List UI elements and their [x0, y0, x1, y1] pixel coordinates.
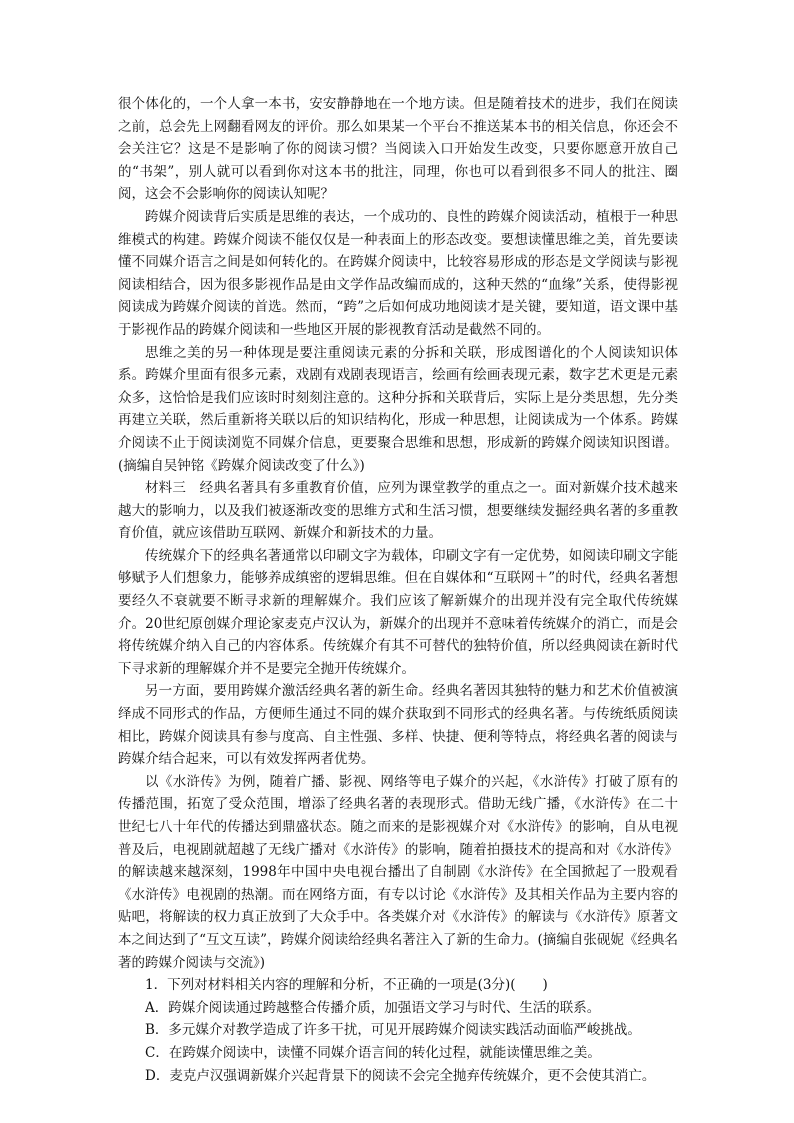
paragraph-thinking-expression: 跨媒介阅读背后实质是思维的表达，一个成功的、良性的跨媒介阅读活动，植根于一种思维模式的构建。跨媒介阅读不能仅仅是一种表面上的形态改变。要想读懂思维之美，首先要读懂不同媒介语言之间是如何转化的。在跨媒介阅读中，比较容易形成的形态是文学阅读与影视阅读相结合，因为很多影视作品是由文学作品改编而成的，这种天然的“血缘”关系，使得影视阅读成为跨媒介阅读的首选。然而，“跨”之后如何成功地阅读才是关键，要知道，语文课中基于影视作品的跨媒介阅读和一些地区开展的影视教育活动是截然不同的。: [118, 208, 678, 338]
option-d[interactable]: D．麦克卢汉强调新媒介兴起背景下的阅读不会完全抛弃传统媒介，更不会使其消亡。: [145, 1067, 656, 1084]
paragraph-material-three: 材料三 经典名著具有多重教育价值，应列为课堂教学的重点之一。面对新媒介技术越来越大的影响力，以及我们被逐渐改变的思维方式和生活习惯，想要继续发掘经典名著的多重教育价值，就应该借助互联网、新媒介和新技术的力量。: [118, 480, 678, 542]
option-b[interactable]: B．多元媒介对教学造成了许多干扰，可见开展跨媒介阅读实践活动面临严峻挑战。: [145, 1022, 641, 1039]
paragraph-traditional-media: 传统媒介下的经典名著通常以印刷文字为载体，印刷文字有一定优势，如阅读印刷文字能够赋予人们想象力，能够养成缜密的逻辑思维。但在自媒体和“互联网＋”的时代，经典名著想要经久不衰就要不断寻求新的理解媒介。我们应该了解新媒介的出现并没有完全取代传统媒介。20世纪原创媒介理论家麦克卢汉认为，新媒介的出现并不意味着传统媒介的消亡，而是会将传统媒介纳入自己的内容体系。传统媒介有其不可替代的独特价值，所以经典阅读在新时代下寻求新的理解媒介并不是要完全抛开传统媒介。: [118, 547, 678, 677]
question-block: [118, 974, 678, 1087]
option-a[interactable]: A．跨媒介阅读通过跨越整合传播介质，加强语文学习与时代、生活的联系。: [145, 999, 601, 1016]
paragraph-activate-classics: 另一方面，要用跨媒介激活经典名著的新生命。经典名著因其独特的魅力和艺术价值被演绎成不同形式的作品，方便师生通过不同的媒介获取到不同形式的经典名著。与传统纸质阅读相比，跨媒介阅读具有参与度高、自主性强、多样、快捷、便利等特点，将经典名著的阅读与跨媒介结合起来，可以有效发挥两者优势。: [118, 683, 678, 768]
paragraph-water-margin-example: 以《水浒传》为例，随着广播、影视、网络等电子媒介的兴起，《水浒传》打破了原有的传播范围，拓宽了受众范围，增添了经典名著的表现形式。借助无线广播，《水浒传》在二十世纪七八十年代的传播达到鼎盛状态。随之而来的是影视媒介对《水浒传》的影响，自从电视普及后，电视剧就超越了无线广播对《水浒传》的影响，随着拍摄技术的提高和对《水浒传》的解读越来越深刻，1998年中国中央电视台播出了自制剧《水浒传》在全国掀起了一股观看《水浒传》电视剧的热潮。而在网络方面，有专以讨论《水浒传》及其相关作品为主要内容的贴吧，将解读的权力真正放到了大众手中。各类媒介对《水浒传》的解读与《水浒传》原著文本之间达到了“互文互读”，跨媒介阅读给经典名著注入了新的生命力。(摘编自张砚妮《经典名著的跨媒介阅读与交流》): [118, 773, 678, 971]
paragraph-continued: 很个体化的，一个人拿一本书，安安静静地在一个地方读。但是随着技术的进步，我们在阅读之前，总会先上网翻看网友的评价。那么如果某一个平台不推送某本书的相关信息，你还会不会关注它？这是不是影响了你的阅读习惯？当阅读入口开始发生改变，只要你愿意开放自己的“书架”，别人就可以看到你对这本书的批注，同理，你也可以看到很多不同人的批注、圈阅，这会不会影响你的阅读认知呢？: [118, 96, 678, 203]
option-c[interactable]: C．在跨媒介阅读中，读懂不同媒介语言间的转化过程，就能读懂思维之美。: [145, 1044, 601, 1061]
question-stem: 1．下列对材料相关内容的理解和分析，不正确的一项是(3分)( ): [145, 977, 548, 994]
paragraph-element-analysis: 思维之美的另一种体现是要注重阅读元素的分拆和关联，形成图谱化的个人阅读知识体系。跨媒介里面有很多元素，戏剧有戏剧表现语言，绘画有绘画表现元素，数字艺术更是元素众多，这恰恰是我们应该时时刻刻注意的。这种分拆和关联背后，实际上是分类思想，先分类再建立关联，然后重新将关联以后的知识结构化，形成一种思想，让阅读成为一个体系。跨媒介阅读不止于阅读浏览不同媒介信息，更要聚合思维和思想，形成新的跨媒介阅读知识图谱。(摘编自吴钟铭《跨媒介阅读改变了什么》): [118, 344, 678, 474]
document-page: [118, 93, 678, 1087]
